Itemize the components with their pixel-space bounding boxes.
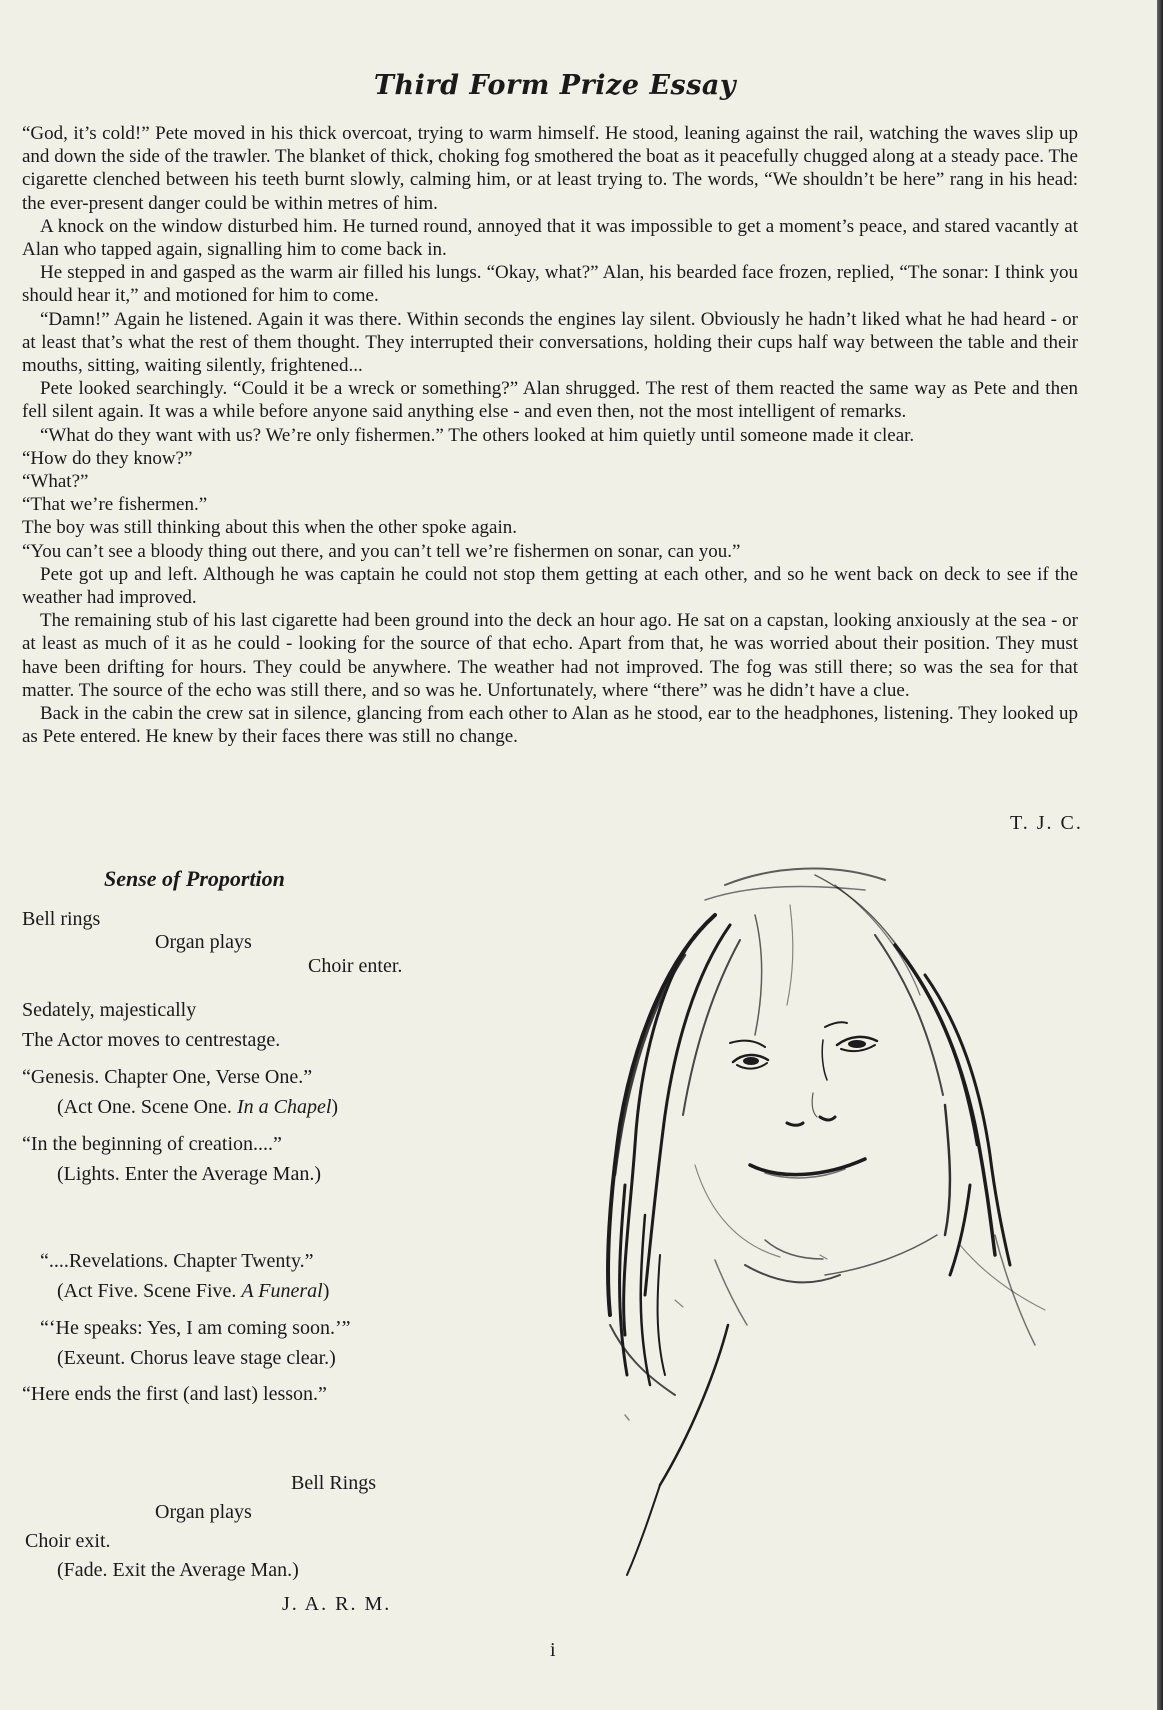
poem-line-part: ) (322, 1280, 330, 1302)
essay-paragraph: “What do they want with us? We’re only fishermen.” The others looked at him quietly until someone made it clear. (40, 424, 915, 446)
poem-line-part: (Act Five. Scene Five. (57, 1280, 242, 1302)
essay-paragraph: “How do they know?” (22, 447, 193, 469)
portrait-sketch (565, 855, 1105, 1645)
poem-line: “Here ends the first (and last) lesson.” (22, 1383, 327, 1405)
poem-line-part: A Funeral (241, 1280, 323, 1302)
poem-line: “In the beginning of creation....” (22, 1133, 282, 1155)
essay-paragraph: The boy was still thinking about this when the other spoke again. (22, 517, 517, 539)
page-edge-shadow (1157, 0, 1163, 1710)
essay-paragraph: Back in the cabin the crew sat in silence, glancing from each other to Alan as he stood, ear to the headphones, listening. They looked up as Pete entered. He knew by their faces there was still no change. (22, 703, 1078, 748)
page-number: i (550, 1639, 556, 1661)
poem-line-part: In a Chapel (236, 1096, 332, 1118)
poem-body (22, 0, 582, 1710)
essay-paragraph: He stepped in and gasped as the warm air filled his lungs. “Okay, what?” Alan, his bearded face frozen, replied, “The sonar: I think you should hear it,” and motioned for him to come. (22, 262, 1078, 307)
poem-line: Sedately, majestically (22, 999, 197, 1021)
essay-paragraph: Pete got up and left. Although he was captain he could not stop them getting at each other, and so he went back on deck to see if the weather had improved. (22, 563, 1078, 609)
poem-line: (Lights. Enter the Average Man.) (57, 1163, 321, 1185)
poem-line: The Actor moves to centrestage. (22, 1029, 281, 1051)
essay-paragraph: “What?” (22, 471, 89, 493)
essay-signature: T. J. C. (1010, 812, 1083, 834)
poem-line: (Fade. Exit the Average Man.) (57, 1559, 299, 1581)
essay-paragraph: A knock on the window disturbed him. He turned round, annoyed that it was impossible to get a moment’s peace, and stared vacantly at Alan who tapped again, signalling him to come back in. (22, 215, 1078, 261)
poem-line: “Genesis. Chapter One, Verse One.” (22, 1066, 313, 1088)
poem-signature: J. A. R. M. (282, 1593, 392, 1615)
poem-line: Organ plays (155, 931, 252, 953)
essay-paragraph: “God, it’s cold!” Pete moved in his thick overcoat, trying to warm himself. He stood, leaning against the rail, watching the waves slip up and down the side of the trawler. The blanket of thick, choking fog smothered the boat as it peacefully chugged along at a steady pace. The cigarette clenched between his teeth burnt slowly, calming him, or at least trying to. The words, “We shouldn’t be here” rang in his head: the ever-present danger could be within metres of him. (22, 123, 1078, 214)
poem-line: Organ plays (155, 1501, 252, 1523)
essay-paragraph: The remaining stub of his last cigarette had been ground into the deck an hour ago. He sat on a capstan, looking anxiously at the sea - or at least as much of it as he could - looking for the source of that echo. Apart from that, he was worried about their position. They must have been drifting for hours. They could be anywhere. The weather had not improved. The fog was still there; so was the sea for that matter. The source of the echo was still there, and so was he. Unfortunately, where “there” was he didn’t have a clue. (22, 610, 1078, 701)
essay-paragraph: “You can’t see a bloody thing out there, and you can’t tell we’re fishermen on sonar, can you.” (22, 540, 741, 562)
poem-line: (Exeunt. Chorus leave stage clear.) (57, 1347, 336, 1369)
poem-line (57, 1096, 338, 1119)
poem-line-part: (Act One. Scene One. (57, 1096, 237, 1118)
essay-paragraph: “That we’re fishermen.” (22, 494, 208, 516)
poem-line: Bell rings (22, 908, 101, 930)
poem-line (57, 1280, 329, 1303)
poem-title: Sense of Proportion (104, 866, 285, 891)
essay-paragraph: Pete looked searchingly. “Could it be a wreck or something?” Alan shrugged. The rest of them reacted the same way as Pete and then fell silent again. It was a while before anyone said anything else - and even then, not the most intelligent of remarks. (22, 378, 1078, 423)
poem-line: “‘He speaks: Yes, I am coming soon.’” (40, 1317, 351, 1339)
poem-line: Choir enter. (308, 955, 403, 977)
poem-line-part: ) (331, 1096, 339, 1118)
essay-title: Third Form Prize Essay (373, 70, 737, 101)
poem-line: “....Revelations. Chapter Twenty.” (40, 1250, 314, 1272)
poem-line: Bell Rings (291, 1472, 377, 1494)
essay-paragraph: “Damn!” Again he listened. Again it was there. Within seconds the engines lay silent. Obviously he hadn’t liked what he had heard - or at least that’s what the rest of them thought. They interrupted their conversations, holding their cups half way between the table and their mouths, sitting, waiting silently, frightened... (22, 308, 1078, 377)
poem-line: Choir exit. (25, 1530, 111, 1552)
